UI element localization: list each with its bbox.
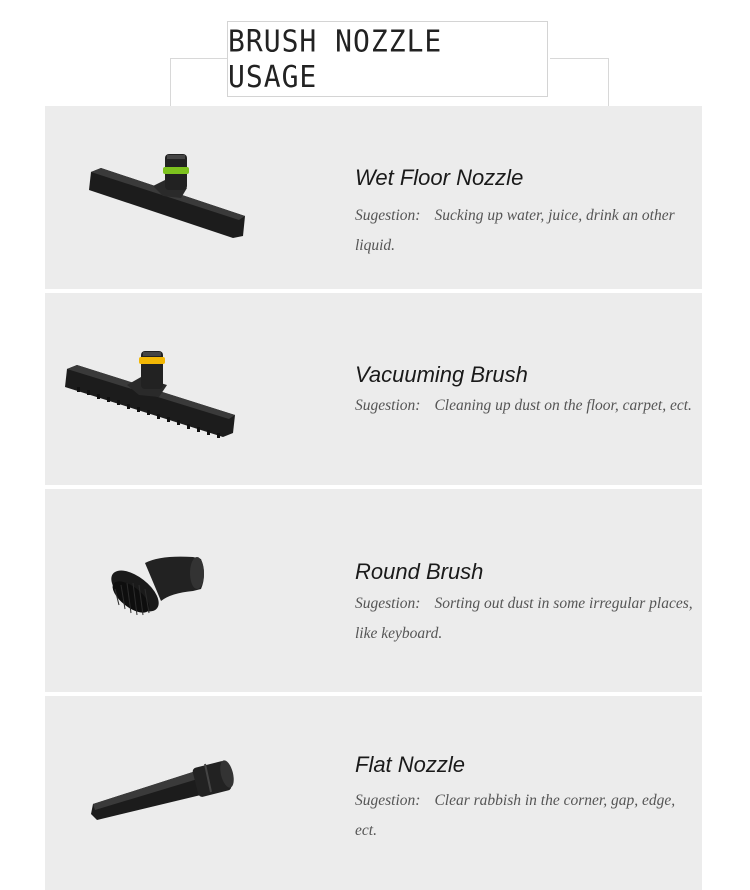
suggestion-text: Sucking up water, juice, drink an other liquid. <box>355 207 675 254</box>
item-description <box>355 201 700 261</box>
header-line-left <box>170 58 227 59</box>
suggestion-label: Sugestion: <box>355 595 421 612</box>
item-name: Round Brush <box>355 559 484 584</box>
header-line-right <box>550 58 608 59</box>
header-drop-left <box>170 58 171 106</box>
suggestion-text: Sorting out dust in some irregular places, like keyboard. <box>355 595 693 642</box>
item-name: Flat Nozzle <box>355 752 466 777</box>
item-name: Vacuuming Brush <box>355 362 528 387</box>
product-panel-vacuuming-brush <box>45 293 702 485</box>
item-description <box>355 786 700 846</box>
product-panel-round-brush <box>45 489 702 692</box>
page-title: BRUSH NOZZLE USAGE <box>228 23 443 95</box>
suggestion-label: Sugestion: <box>355 792 421 809</box>
flat-nozzle-icon <box>89 754 239 826</box>
suggestion-label: Sugestion: <box>355 207 421 224</box>
suggestion-text: Clear rabbish in the corner, gap, edge, ect. <box>355 792 676 839</box>
wet-floor-nozzle-icon <box>83 150 253 245</box>
title-box <box>227 21 548 97</box>
header-drop-right <box>608 58 609 106</box>
product-panel-flat-nozzle <box>45 696 702 890</box>
suggestion-text: Cleaning up dust on the floor, carpet, ect. <box>434 397 692 414</box>
round-brush-icon <box>105 553 215 623</box>
suggestion-label: Sugestion: <box>355 397 421 414</box>
item-name: Wet Floor Nozzle <box>355 165 524 190</box>
vacuuming-brush-icon <box>63 343 243 443</box>
item-description <box>355 589 700 649</box>
item-description <box>355 391 700 421</box>
product-panel-wet-floor-nozzle <box>45 106 702 289</box>
